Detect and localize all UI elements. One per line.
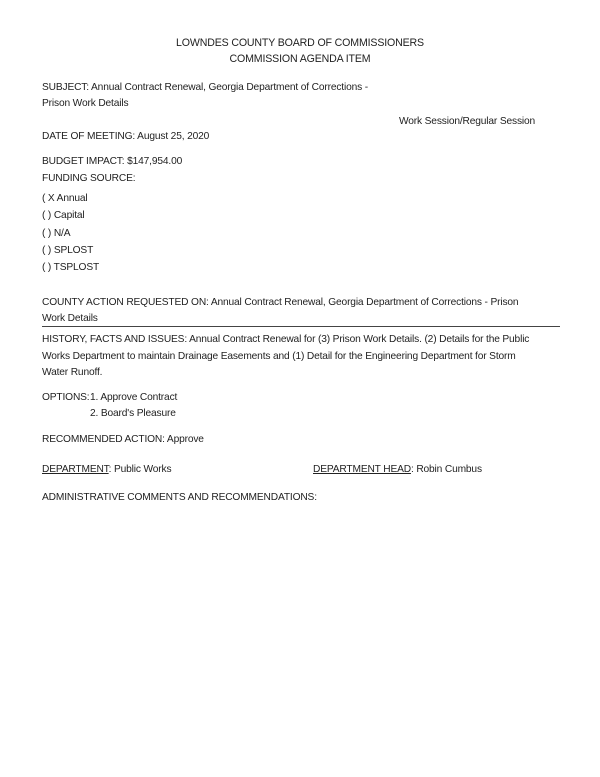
date-of-meeting: DATE OF MEETING: August 25, 2020 [42,131,210,142]
department-head-label: DEPARTMENT HEAD [313,464,411,475]
header-line2: COMMISSION AGENDA ITEM [229,53,371,65]
header-line1: LOWNDES COUNTY BOARD OF COMMISSIONERS [176,37,424,49]
funding-option-capital: ( ) Capital [42,210,85,221]
option-1: 1. Approve Contract [90,392,178,403]
option-2: 2. Board's Pleasure [90,408,176,419]
recommended-action: RECOMMENDED ACTION: Approve [42,434,204,445]
funding-option-splost: ( ) SPLOST [42,245,94,256]
department-label: DEPARTMENT [42,464,109,475]
funding-option-na: ( ) N/A [42,228,71,239]
department-head [313,463,482,476]
department-head-value: : Robin Cumbus [410,464,482,475]
history-line1: HISTORY, FACTS AND ISSUES: Annual Contract Renewal for (3) Prison Work Details. (2) Details for the Public [42,334,530,345]
county-action-line1: COUNTY ACTION REQUESTED ON: Annual Contract Renewal, Georgia Department of Corrections - Prison [42,297,519,308]
county-action-line2: Work Details [42,313,98,324]
subject-line1: SUBJECT: Annual Contract Renewal, Georgia Department of Corrections - [42,82,368,93]
funding-source-label: FUNDING SOURCE: [42,173,136,184]
history-line2: Works Department to maintain Drainage Easements and (1) Detail for the Engineering Department for Storm [42,351,516,362]
budget-impact: BUDGET IMPACT: $147,954.00 [42,156,183,167]
funding-option-annual: ( X Annual [42,193,88,204]
subject-line2: Prison Work Details [42,98,129,109]
section-divider [42,326,560,327]
history-line3: Water Runoff. [42,367,103,378]
session-type: Work Session/Regular Session [399,116,536,127]
options-label: OPTIONS: [42,392,90,403]
department-value: : Public Works [108,464,172,475]
funding-option-tsplost: ( ) TSPLOST [42,262,100,273]
admin-comments: ADMINISTRATIVE COMMENTS AND RECOMMENDATIONS: [42,492,317,503]
department [42,463,171,476]
